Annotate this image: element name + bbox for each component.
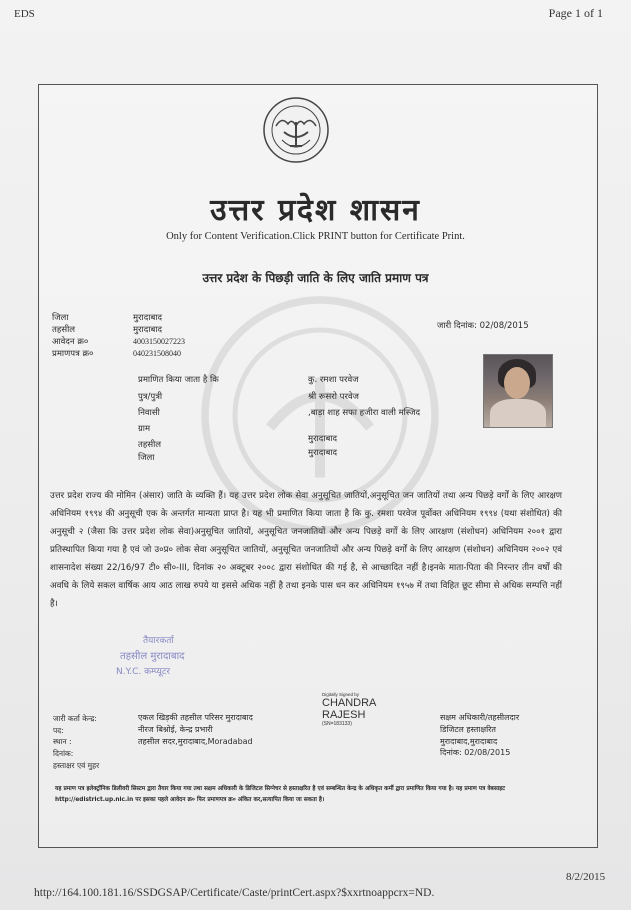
signature-caption: Digitally Signed by: [322, 692, 360, 697]
cert-tehsil-value: मुरादाबाद: [308, 434, 338, 444]
certificate-number-value: 040231508040: [133, 349, 181, 358]
cert-tehsil-label: तहसील: [138, 440, 162, 450]
signature-seal-label: हस्ताक्षर एवं मुहर: [53, 761, 100, 770]
resident-address: ,बाड़ा शाह सफा हजीरा वाली मस्जिद: [308, 408, 421, 418]
signer-name-line2: RAJESH: [322, 709, 366, 721]
designation-label: पद:: [53, 726, 64, 735]
parent-label: पुत्र/पुत्री: [138, 392, 163, 402]
stamp-prepared-by: तैयारकर्ता: [143, 636, 174, 646]
verification-footnote: यह प्रमाण पत्र इलेक्ट्रॉनिक डिलीवरी सिस्टम द्वारा तैयार किया गया तथा सक्षम अधिकारी के डिजिटल सिग्नेचर से हस्ताक्षरित है एवं सम्बन्धित केन्द्र के अधिकृत कर्मी द्वारा प्रमाणित किया गया है। यह प्रमाण पत्र वेबसाइट http://edistrict.up.nic.in पर इसका पहले आवेदन क्र० फिर प्रमाणपत्र क्र० अंकित कर,सत्यापित किया जा सकता है।: [55, 786, 506, 803]
cert-district-label: जिला: [138, 453, 155, 463]
document-title: उत्तर प्रदेश शासन: [210, 193, 421, 228]
issue-date-label: जारी दिनांक:: [437, 321, 477, 331]
tehsil-label: तहसील: [52, 325, 76, 335]
village-label: ग्राम: [138, 424, 151, 434]
issuing-center-value: एकल खिड़की तहसील परिसर मुरादाबाद: [138, 713, 253, 722]
authority-date-label: दिनांक:: [440, 748, 462, 757]
authority-date-value: 02/08/2015: [464, 748, 511, 757]
stamp-tehsil: तहसील मुरादाबाद: [120, 651, 185, 662]
applicant-name: कु. रमशा परवेज: [308, 375, 359, 385]
certificate-number-label: प्रमाणपत्र क्र०: [52, 349, 94, 359]
place-label: स्थान :: [53, 737, 72, 746]
up-govt-emblem-icon: [262, 96, 330, 164]
certificate-heading: उत्तर प्रदेश के पिछड़ी जाति के लिए जाति प्रमाण पत्र: [202, 271, 429, 285]
applicant-photo: [483, 354, 553, 428]
print-footer-date: 8/2/2015: [566, 871, 606, 883]
authority-location: मुरादाबाद,मुरादाबाद: [440, 737, 498, 746]
issuing-center-label: जारी कर्ता केन्द्र:: [53, 714, 97, 723]
print-footer-url: http://164.100.181.16/SSDGSAP/Certificate/Caste/printCert.aspx?$xxrtnoappcrx=ND.: [34, 887, 435, 899]
issue-date-value: 02/08/2015: [479, 321, 529, 331]
district-label: जिला: [52, 313, 69, 323]
print-header-left: EDS: [14, 8, 35, 20]
signer-serial: (SN=183133): [322, 721, 352, 727]
authority-digital-sign: डिजिटल हस्ताक्षरित: [440, 725, 496, 734]
issuing-place: तहसील सदर,मुरादाबाद,Moradabad: [138, 737, 253, 746]
date-label: दिनांक:: [53, 749, 74, 758]
district-value: मुरादाबाद: [133, 313, 163, 323]
issue-date: [437, 320, 529, 331]
center-in-charge: नीरज बिश्नोई, केन्द्र प्रभारी: [138, 725, 213, 734]
tehsil-value: मुरादाबाद: [133, 325, 163, 335]
certificate-body-text: उत्तर प्रदेश राज्य की मोमिन (अंसार) जाति के व्यक्ति हैं। यह उत्तर प्रदेश लोक सेवा अनुसूचित जातियों,अनुसूचित जन जातियों तथा अन्य पिछड़े वर्गों के लिए आरक्षण अधिनियम १९९४ की अनुसूची एक के अन्तर्गत मान्यता प्राप्त है। यह भी प्रमाणित किया जाता है कि कु. रमशा परवेज पूर्वोक्त अधिनियम १९९४ (यथा संशोधित) की अनुसूची २ (जैसा कि उत्तर प्रदेश लोक सेवा)अनुसूचित जातियों, अनुसूचित जनजातियों और अन्य पिछड़े वर्गों के लिए आरक्षण (संशोधन) अधिनियम २००१ द्वारा प्रतिस्थापित किया गया है एवं जो उ०प्र० लोक सेवा अनुसूचित जातियों, अनुसूचित जनजातियों और अन्य पिछड़े वर्गों के लिए आरक्षण (संशोधन) अधिनियम २००२ एवं शासनादेश संख्या 22/16/97 टी० सी०-III, दिनांक २० अक्टूबर २००८ द्वारा संशोधित की गई है, से आच्छादित नहीं है।इनके माता-पिता की निरन्तर तीन वर्षों की अवधि के लिये सकल वार्षिक आय आठ लाख रुपये या इससे अधिक नहीं है तथा इनके पास धन कर अधिनियम १९५७ में तथा विहित छूट सीमा से अधिक सम्पत्ति नहीं है।: [50, 491, 562, 609]
stamp-computer: N.Y.C. कम्प्यूटर: [116, 667, 171, 677]
cert-district-value: मुरादाबाद: [308, 448, 338, 458]
digital-signature: [322, 692, 376, 727]
application-number-label: आवेदन क्र०: [52, 337, 89, 347]
authority-date: [440, 747, 510, 758]
parent-name: श्री रूसरो परवेज: [308, 392, 359, 402]
certify-label: प्रमाणित किया जाता है कि: [138, 375, 219, 385]
authority-title: सक्षम अधिकारी/तहसीलदार: [440, 713, 520, 722]
resident-label: निवासी: [138, 408, 160, 418]
signer-name-line1: CHANDRA: [322, 697, 377, 709]
verification-note: Only for Content Verification.Click PRINT button for Certificate Print.: [166, 231, 465, 242]
application-number-value: 4003150027223: [133, 337, 185, 346]
print-header-page-number: Page 1 of 1: [548, 6, 603, 20]
